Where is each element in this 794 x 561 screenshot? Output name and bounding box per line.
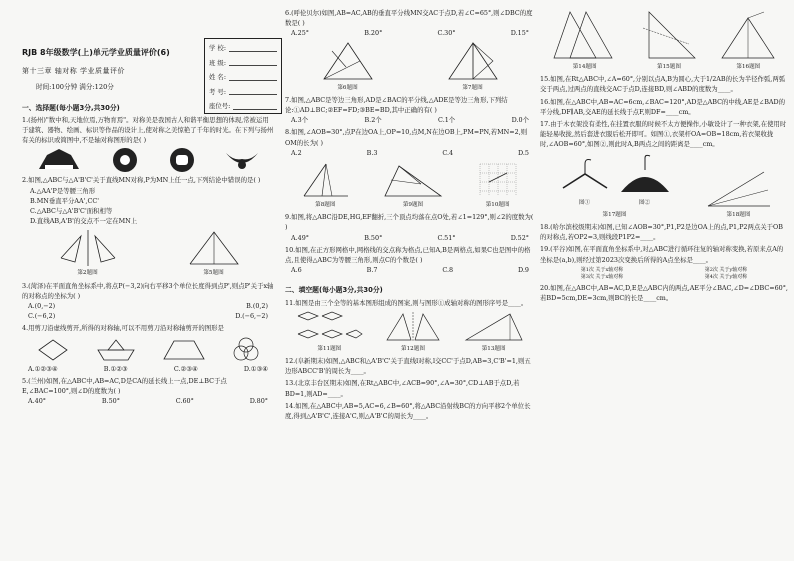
- boat-shape-icon: [96, 338, 136, 362]
- question-14: 14.如图,在△ABC中,AB=5,AC=6,∠B=60°,将△ABC沿射线BC的方向平移2个单位长度,得到△A'B'C',连接A'C,则△A'B'C的周长为____。: [285, 401, 531, 421]
- q6-option-d: D.15°: [510, 29, 529, 38]
- q10-option-c: C.8: [442, 266, 454, 275]
- q2-option-a: A.△AA'P是等腰三角形: [30, 186, 96, 195]
- info-seat-number[interactable]: 座位号:: [209, 99, 277, 114]
- caption-fig-12: 第12题图: [401, 345, 425, 352]
- caption-fig-14: 第14题图: [572, 64, 597, 70]
- q1-logos: [22, 147, 274, 173]
- column-2: [285, 6, 535, 421]
- q5-option-b: B.50°: [101, 397, 120, 406]
- q4-shapes: [22, 336, 274, 362]
- figures-11-13: [285, 310, 535, 354]
- question-20: 20.如图,在△ABC中,AB=AC,D,E是△ABC内的两点,AE平分∠BAC,∠D=∠DBC=60°,若BD=5cm,DE=3cm,则BC的长是____cm。: [540, 283, 788, 303]
- q7-options: [285, 115, 535, 125]
- q8-option-a: A.2: [291, 148, 302, 157]
- q5-option-c: C.60°: [175, 397, 194, 406]
- q19-step-3: 第3次 关于x轴对称: [580, 273, 624, 280]
- q19-step-2: 第2次 关于y轴对称: [704, 266, 748, 273]
- q3-option-a: A.(0,−2): [28, 302, 56, 311]
- caption-fig-15: 第15题图: [657, 64, 681, 70]
- figure-15-diagram: [639, 8, 699, 62]
- paper-subtitle: 第十三章 轴对称 学业质量评价: [22, 67, 125, 76]
- caption-fig-5: 第5题图: [203, 270, 224, 277]
- question-7: 7.如图,△ABC是等边三角形,AD是∠BAC的平分线,△ADE是等边三角形,下列结论:①AD⊥BC;②EF=FD;③BE=BD,其中正确的有( ): [285, 95, 508, 115]
- figure-17-hangers: [555, 152, 675, 196]
- q9-option-d: D.52°: [510, 233, 529, 242]
- question-10: 10.如图,在正方形网格中,网格线的交点称为格点,已知A,B是两格点,如果C也是图中的格点,且使得△ABC为等腰三角形,则点C的个数是( ): [285, 245, 531, 265]
- question-19: 19.(平谷)如图,在平面直角坐标系中,对△ABC进行循环往复的轴对称变换,若原来点A的坐标是(a,b),则经过第2023次变换后所得的A点坐标是____。: [540, 245, 784, 264]
- question-1: 1.(扬州)"数中和,天地位焉,万物育焉"。对称美是我国古人和谐平衡思想的体现,常被运用于建筑、器物、绘画、标识等作品的设计上,使对称之美惊艳了千年的时光。在下列与扬州有关的标识或简图中,不是轴对称图形的是( ): [22, 115, 274, 145]
- figures-6-7: [285, 41, 535, 93]
- question-6: 6.(呼伦贝尔)如图,AB=AC,AB的垂直平分线MN交AC于点D,若∠C=65°,则∠DBC的度数是( ): [285, 9, 533, 28]
- q3-option-d: D.(−6,−2): [235, 312, 268, 321]
- figures-14-16: [540, 8, 788, 72]
- trapezoid-shape-icon: [162, 338, 206, 362]
- figure-14-diagram: [550, 8, 620, 62]
- figure-10-grid: [476, 160, 520, 200]
- q4-option-a: A.①②③④: [28, 364, 58, 373]
- label-fig-17-1: 图①: [578, 199, 591, 206]
- figure-11-patterns: [294, 310, 364, 344]
- q8-option-d: D.5: [518, 148, 529, 157]
- q9-option-c: C.51°: [437, 233, 456, 242]
- caption-fig-17: 第17题图: [602, 211, 627, 218]
- trefoil-shape-icon: [231, 336, 261, 362]
- figure-6-diagram: [318, 41, 378, 83]
- paper-title: RJB 8年级数学(上)单元学业质量评价(6): [22, 48, 170, 57]
- question-16: 16.如图,在△ABC中,AB=AC=6cm,∠BAC=120°,AD是△ABC的中线,AE是∠BAD的平分线,DF∥AB,交AE的延长线于点F,则DF=____cm。: [540, 97, 786, 116]
- kite-shape-icon: [35, 338, 71, 362]
- caption-fig-10: 第10题图: [485, 202, 510, 209]
- figure-13-diagram: [462, 310, 526, 344]
- question-5: 5.(兰州)如图,在△ABC中,AB=AC,D是CA的延长线上一点,DE⊥BC于点E,∠BAC=100°,则∠D的度数为( ): [22, 376, 227, 396]
- q8-options: [285, 148, 535, 158]
- q7-option-c: C.1个: [438, 116, 456, 125]
- figures-8-10: [285, 160, 535, 210]
- caption-fig-9: 第9题图: [402, 202, 424, 209]
- q3-option-b: B.(0,2): [246, 302, 268, 311]
- q3-options-2: [22, 311, 274, 321]
- q9-options: [285, 233, 535, 243]
- caption-fig-18: 第18题图: [726, 211, 751, 218]
- q19-step-1: 第1次 关于x轴对称: [580, 266, 624, 273]
- q8-option-b: B.3: [366, 148, 378, 157]
- figure-2-diagram: [53, 228, 123, 268]
- question-2: 2.如图,△ABC与△A'B'C'关于直线MN对称,P为MN上任一点,下列结论中错误的是( ): [22, 176, 261, 185]
- q2-option-b: B.MN垂直平分AA',CC': [30, 196, 99, 205]
- logo-c-icon: [169, 147, 195, 173]
- q5-options: [22, 396, 274, 406]
- q19-step-4: 第4次 关于y轴对称: [704, 273, 748, 280]
- question-17: 17.由于木衣架没有柔性,在挂置衣服的时候不太方便操作,小敏设计了一种衣架,在使用时能轻易收拢,然后套进衣服后松开即可。如图①,衣架杆OA=OB=18cm,若衣架收拢时,∠AOB=60°,如图②,则此时A,B两点之间的距离是____cm。: [540, 120, 787, 149]
- section-2-title: 二、填空题(每小题3分,共30分): [285, 286, 383, 295]
- q2-option-c: C.△ABC与△A'B'C'面积相等: [30, 207, 113, 216]
- question-9: 9.如图,将△ABC沿DE,HG,EF翻折,三个顶点均落在点O处,若∠1=129°,则∠2的度数为( ): [285, 213, 534, 232]
- figures-17-18: [540, 152, 788, 220]
- q4-option-d: D.①③④: [243, 364, 268, 373]
- question-12: 12.(阜新期末)如图,△ABC和△A'B'C'关于直线l对称,l交CC'于点D,AB=3,C'B'=1,则五边形ABCC'B'的周长为____。: [285, 357, 531, 376]
- caption-fig-13: 第13题图: [481, 345, 506, 352]
- figures-2-5: [22, 228, 274, 278]
- question-15: 15.如图,在Rt△ABC中,∠A=60°,分别以点A,B为圆心,大于1/2AB的长为半径作弧,两弧交于两点,过两点的直线交AC于点D,连接BD,则∠ABD的度数为____。: [540, 75, 786, 94]
- time-and-score: 时间:100分钟 满分:120分: [36, 83, 114, 92]
- q6-options: [285, 28, 535, 38]
- question-11: 11.如图是由三个全等的基本图形组成的图案,则与图形①成轴对称的图形序号是____。: [285, 298, 528, 307]
- q19-transform-steps: [540, 267, 788, 281]
- section-1-title: 一、选择题(每小题3分,共30分): [22, 103, 120, 112]
- caption-fig-8: 第8题图: [315, 202, 336, 209]
- question-18: 18.(哈尔滨校级期末)如图,已知∠AOB=30°,P1,P2是边OA上的点,P1,P2两点关于OB的对称点,若OP2=3,则线段P1P2=____。: [540, 223, 783, 242]
- question-4: 4.用剪刀沿虚线剪开,所得的对称轴,可以不用剪刀沿对称轴剪开的图形是: [22, 324, 224, 333]
- q6-option-b: B.20°: [364, 29, 383, 38]
- figure-5-diagram: [184, 228, 244, 268]
- q7-option-a: A.3个: [291, 116, 309, 125]
- q10-option-a: A.6: [291, 266, 302, 275]
- q8-option-c: C.4: [442, 148, 454, 157]
- column-3: [540, 6, 788, 303]
- q3-option-c: C.(−6,2): [28, 312, 56, 321]
- caption-fig-6: 第6题图: [337, 84, 358, 91]
- info-name[interactable]: 姓 名:: [209, 70, 277, 85]
- logo-b-icon: [110, 147, 140, 173]
- q3-options: [22, 301, 274, 311]
- q6-option-a: A.25°: [291, 29, 309, 38]
- q7-option-b: B.2个: [364, 116, 382, 125]
- student-info-box: [204, 38, 282, 114]
- caption-fig-2: 第2题图: [77, 270, 98, 277]
- figure-9-diagram: [381, 160, 445, 200]
- logo-d-icon: [224, 147, 260, 173]
- q10-options: [285, 265, 535, 275]
- caption-fig-16: 第16题图: [736, 64, 761, 70]
- q6-option-c: C.30°: [437, 29, 456, 38]
- figure-7-diagram: [443, 41, 503, 83]
- label-fig-17-2: 图②: [638, 199, 651, 206]
- info-class[interactable]: 班 级:: [209, 56, 277, 71]
- figure-12-diagram: [383, 310, 443, 344]
- q4-option-c: C.②③④: [173, 364, 198, 373]
- caption-fig-7: 第7题图: [462, 84, 483, 91]
- q10-option-d: D.9: [518, 266, 529, 275]
- info-exam-number[interactable]: 考 号:: [209, 85, 277, 100]
- q2-option-d: D.直线AB,A'B'的交点不一定在MN上: [30, 217, 138, 226]
- figure-8-diagram: [300, 160, 350, 200]
- q4-option-b: B.①②③: [103, 364, 128, 373]
- question-3: 3.(菏泽)在平面直角坐标系中,将点P(−3,2)向右平移3个单位长度得到点P',则点P'关于x轴的对称点的坐标为( ): [22, 281, 274, 300]
- q7-option-d: D.0个: [511, 116, 529, 125]
- figure-18-diagram: [704, 166, 774, 210]
- q10-option-b: B.7: [366, 266, 378, 275]
- question-8: 8.如图,∠AOB=30°,点P在边OA上,OP=10,点M,N在边OB上,PM=PN,若MN=2,则OM的长为( ): [285, 128, 528, 147]
- q5-option-d: D.80°: [249, 397, 268, 406]
- q9-option-a: A.49°: [291, 233, 309, 242]
- question-13: 13.(北京丰台区期末)如图,在Rt△ABC中,∠ACB=90°,∠A=30°,CD⊥AB于点D,若BD=1,则AD=____。: [285, 379, 520, 398]
- q9-option-b: B.50°: [364, 233, 383, 242]
- q4-options: [22, 364, 274, 374]
- logo-a-icon: [37, 147, 81, 173]
- info-school[interactable]: 学 校:: [209, 41, 277, 56]
- caption-fig-11: 第11题图: [317, 345, 342, 352]
- q5-option-a: A.40°: [28, 397, 46, 406]
- figure-16-diagram: [718, 8, 778, 62]
